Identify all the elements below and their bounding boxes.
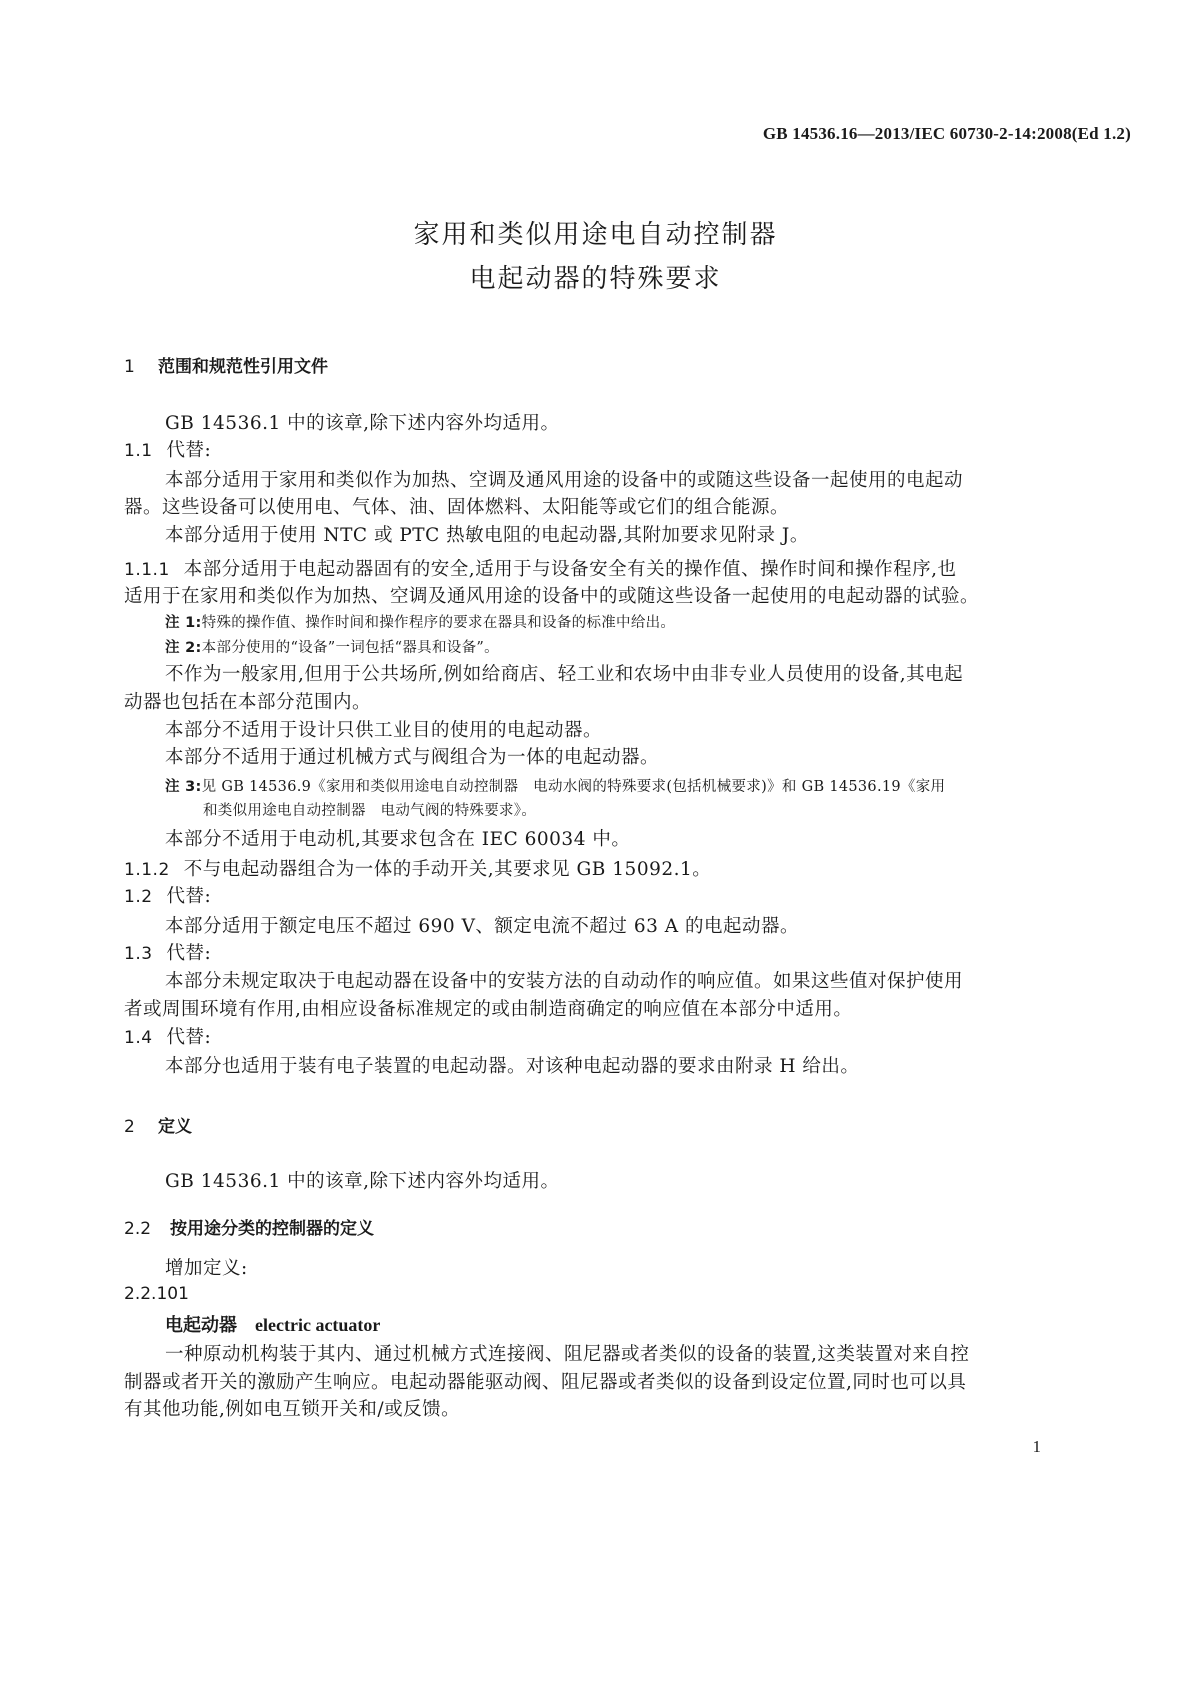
term-english: electric actuator (255, 1315, 381, 1335)
note-text: 特殊的操作值、操作时间和操作程序的要求在器具和设备的标准中给出。 (201, 615, 676, 631)
clause-1-1-1-para4: 本部分不适用于通过机械方式与阀组合为一体的电起动器。 (165, 747, 660, 768)
clause-2-2-heading (124, 1214, 374, 1239)
note-3-line2: 和类似用途电自动控制器 电动气阀的特殊要求》。 (203, 803, 537, 819)
clause-title: 按用途分类的控制器的定义 (170, 1219, 374, 1239)
clause-1-3-heading (124, 939, 211, 965)
clause-number: 1.1.2 (124, 860, 170, 880)
clause-1-1-1-para3: 本部分不适用于设计只供工业目的使用的电起动器。 (165, 720, 603, 741)
section-2-intro: GB 14536.1 中的该章,除下述内容外均适用。 (165, 1171, 560, 1192)
note-1 (165, 611, 675, 632)
clause-1-1-para2: 本部分适用于使用 NTC 或 PTC 热敏电阻的电起动器,其附加要求见附录 J。 (165, 525, 809, 546)
clause-label: 代替: (166, 440, 212, 461)
clause-label: 代替: (166, 943, 212, 964)
section-1-intro: GB 14536.1 中的该章,除下述内容外均适用。 (165, 413, 560, 434)
section-2-number: 2 (124, 1117, 135, 1137)
definition-line1: 一种原动机构装于其内、通过机械方式连接阀、阻尼器或者类似的设备的装置,这类装置对来自控 (165, 1344, 970, 1365)
section-1-number: 1 (124, 357, 135, 377)
clause-number: 1.1 (124, 441, 153, 461)
note-text: 见 GB 14536.9《家用和类似用途电自动控制器 电动水阀的特殊要求(包括机械要求)》和 GB 14536.19《家用 (201, 779, 946, 795)
clause-2-2-add: 增加定义: (165, 1258, 248, 1279)
clause-1-1-heading (124, 436, 211, 462)
section-1-heading (124, 352, 328, 377)
definition-line2: 制器或者开关的激励产生响应。电起动器能驱动阀、阻尼器或者类似的设备到设定位置,同时也可以具 (124, 1372, 967, 1393)
clause-1-3-line2: 者或周围环境有作用,由相应设备标准规定的或由制造商确定的响应值在本部分中适用。 (124, 999, 853, 1020)
clause-1-1-2 (124, 855, 711, 881)
term-entry (165, 1311, 380, 1337)
clause-text: 本部分适用于电起动器固有的安全,适用于与设备安全有关的操作值、操作时间和操作程序,也 (183, 559, 957, 580)
note-label: 注 2: (165, 640, 202, 656)
clause-number: 1.4 (124, 1028, 153, 1048)
note-label: 注 3: (165, 779, 202, 795)
clause-number: 1.2 (124, 887, 153, 907)
definition-line3: 有其他功能,例如电互锁开关和/或反馈。 (124, 1399, 461, 1420)
clause-number: 2.2 (124, 1219, 152, 1239)
clause-1-1-1-para5: 本部分不适用于电动机,其要求包含在 IEC 60034 中。 (165, 829, 631, 850)
clause-1-4-text: 本部分也适用于装有电子装置的电起动器。对该种电起动器的要求由附录 H 给出。 (165, 1056, 860, 1077)
clause-number: 1.3 (124, 944, 153, 964)
clause-1-1-1-para1-line2: 适用于在家用和类似作为加热、空调及通风用途的设备中的或随这些设备一起使用的电起动器的试验。 (124, 586, 980, 607)
clause-label: 代替: (166, 886, 212, 907)
clause-number: 1.1.1 (124, 560, 170, 580)
clause-1-1-1-para2-line2: 动器也包括在本部分范围内。 (124, 692, 372, 713)
note-2 (165, 636, 499, 657)
clause-1-1-1-para1-line1 (124, 555, 957, 581)
term-chinese: 电起动器 (165, 1315, 237, 1336)
clause-1-1-1-para2-line1: 不作为一般家用,但用于公共场所,例如给商店、轻工业和农场中由非专业人员使用的设备,其电起 (165, 664, 964, 685)
clause-2-2-101-number: 2.2.101 (124, 1284, 189, 1304)
clause-1-2-heading (124, 882, 211, 908)
clause-1-3-line1: 本部分未规定取决于电起动器在设备中的安装方法的自动动作的响应值。如果这些值对保护使用 (165, 971, 964, 992)
section-2-heading (124, 1112, 192, 1137)
document-title-line2: 电起动器的特殊要求 (469, 264, 722, 294)
clause-text: 不与电起动器组合为一体的手动开关,其要求见 GB 15092.1。 (183, 859, 712, 880)
clause-1-2-text: 本部分适用于额定电压不超过 690 V、额定电流不超过 63 A 的电起动器。 (165, 916, 799, 937)
standard-header: GB 14536.16—2013/IEC 60730-2-14:2008(Ed 1.2) (762, 124, 1131, 143)
document-title-line1: 家用和类似用途电自动控制器 (413, 220, 778, 250)
note-3-line1 (165, 775, 945, 796)
clause-label: 代替: (166, 1027, 212, 1048)
clause-1-4-heading (124, 1023, 211, 1049)
note-label: 注 1: (165, 615, 202, 631)
section-1-title: 范围和规范性引用文件 (158, 357, 328, 377)
note-text: 本部分使用的“设备”一词包括“器具和设备”。 (201, 640, 499, 656)
page-number: 1 (1032, 1437, 1041, 1456)
clause-1-1-para1-line2: 器。这些设备可以使用电、气体、油、固体燃料、太阳能等或它们的组合能源。 (124, 497, 790, 518)
section-2-title: 定义 (158, 1117, 192, 1137)
clause-1-1-para1-line1: 本部分适用于家用和类似作为加热、空调及通风用途的设备中的或随这些设备一起使用的电起动 (165, 470, 964, 491)
